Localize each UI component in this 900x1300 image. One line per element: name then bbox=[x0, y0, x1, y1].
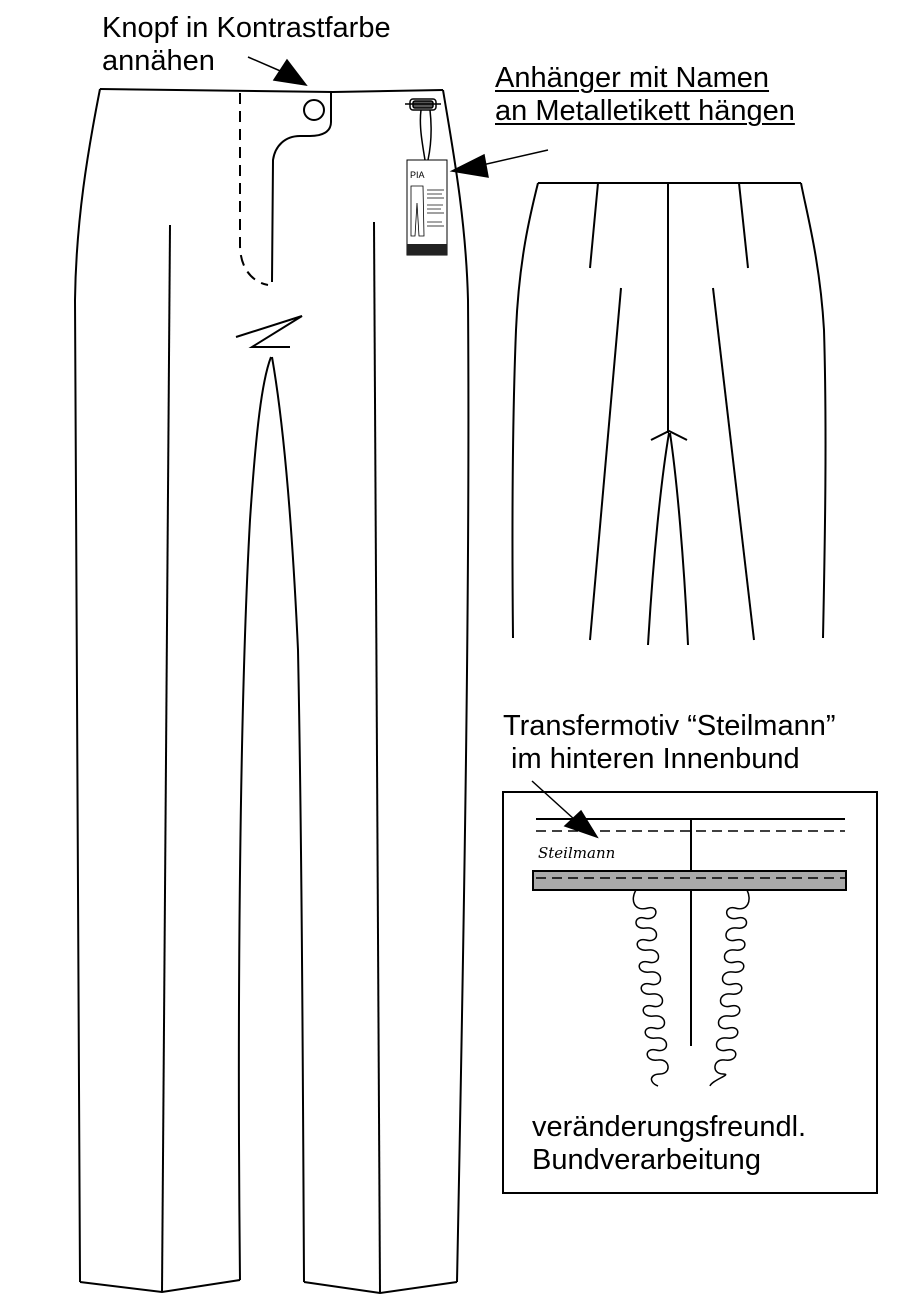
fly-edge bbox=[272, 92, 331, 282]
hang-tag-annotation bbox=[495, 62, 795, 128]
front-left-side-seam bbox=[75, 89, 100, 1282]
front-waistband-edge bbox=[100, 89, 443, 92]
front-right-crease bbox=[374, 222, 380, 1293]
contrast-button bbox=[304, 100, 324, 120]
front-left-inseam bbox=[239, 357, 271, 1280]
back-left-side-seam bbox=[512, 183, 538, 638]
waistband-strip bbox=[533, 871, 846, 890]
tag-arrow-line bbox=[478, 150, 548, 166]
front-left-hem bbox=[80, 1280, 240, 1292]
hang-tag-footer bbox=[407, 244, 447, 255]
back-left-crease bbox=[590, 288, 621, 640]
waistband-annotation-line1: veränderungsfreundl. bbox=[532, 1111, 807, 1143]
hang-tag-annotation-line1: Anhänger mit Namen bbox=[495, 62, 770, 94]
elastic-right bbox=[710, 890, 749, 1086]
trousers-front-view bbox=[75, 89, 469, 1293]
front-left-crease bbox=[162, 225, 170, 1292]
fly-topstitch bbox=[240, 93, 268, 285]
transfer-motif-annotation-line2: im hinteren Innenbund bbox=[503, 743, 800, 775]
button-annotation bbox=[102, 12, 391, 78]
hang-tag-model-label: PIA bbox=[410, 170, 425, 180]
back-right-crease bbox=[713, 288, 754, 640]
steilmann-script: Steilmann bbox=[538, 844, 616, 862]
waistband-annotation-line2: Bundverarbeitung bbox=[532, 1144, 761, 1176]
back-right-side-seam bbox=[801, 183, 826, 638]
front-right-side-seam bbox=[443, 90, 468, 1282]
button-annotation-line2: annähen bbox=[102, 45, 215, 77]
trousers-back-view bbox=[512, 183, 825, 645]
zipper-pull bbox=[236, 316, 302, 347]
hang-tag-annotation-line2: an Metalletikett hängen bbox=[495, 95, 795, 127]
hang-tag-string bbox=[420, 110, 431, 160]
front-right-inseam bbox=[272, 357, 304, 1282]
transfer-motif-annotation bbox=[503, 710, 836, 776]
back-left-inseam bbox=[648, 433, 669, 645]
transfer-arrow-line bbox=[532, 781, 575, 820]
back-right-inseam bbox=[670, 433, 688, 645]
button-annotation-line1: Knopf in Kontrastfarbe bbox=[102, 12, 391, 44]
transfer-motif-annotation-line1: Transfermotiv “Steilmann” bbox=[503, 710, 836, 742]
back-right-dart bbox=[739, 183, 748, 268]
back-left-dart bbox=[590, 183, 598, 268]
waistband-annotation bbox=[532, 1111, 806, 1177]
elastic-left bbox=[633, 890, 668, 1086]
